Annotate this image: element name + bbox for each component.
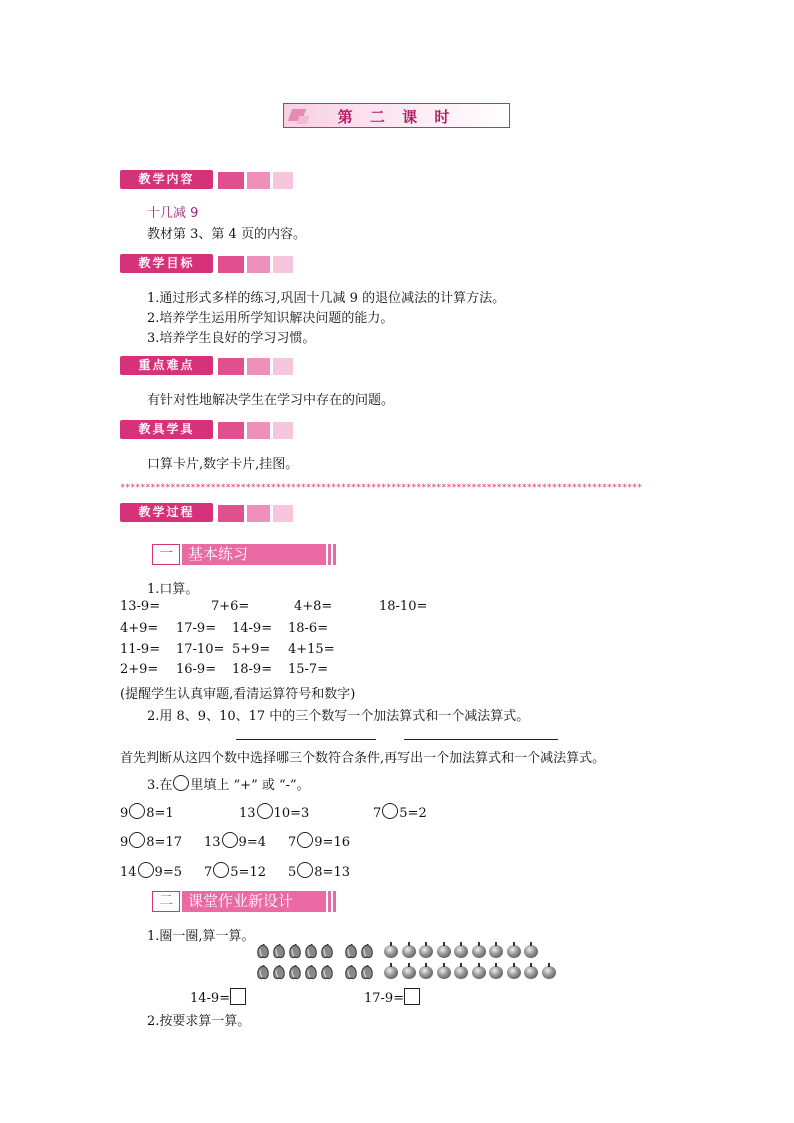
decor-square bbox=[273, 505, 293, 522]
calc-cell: 17-9= bbox=[176, 621, 217, 636]
circle-equation: 9 8=1 bbox=[120, 803, 174, 821]
decor-stripe bbox=[328, 544, 331, 565]
pepper-icon bbox=[304, 944, 317, 958]
answer-box[interactable] bbox=[230, 988, 246, 1005]
decor-square bbox=[247, 172, 270, 189]
decor-square bbox=[273, 358, 293, 375]
apple-icon bbox=[402, 945, 416, 958]
apple-icon bbox=[419, 966, 433, 979]
decor-square bbox=[218, 505, 244, 522]
subheader-classwork bbox=[152, 891, 334, 912]
decor-square bbox=[247, 422, 270, 439]
pepper-icon bbox=[320, 944, 333, 958]
classwork-question-1: 1.圈一圈,算一算。 bbox=[147, 929, 255, 944]
circle-equation: 5 8=13 bbox=[288, 862, 350, 880]
apple-icon bbox=[419, 945, 433, 958]
pepper-icon bbox=[272, 944, 285, 958]
circle-equation: 7 9=16 bbox=[288, 832, 350, 850]
apple-icon bbox=[437, 966, 451, 979]
circle-equation: 7 5=2 bbox=[373, 803, 427, 821]
content-topic: 十几减 9 bbox=[147, 206, 199, 221]
question-1: 1.口算。 bbox=[147, 582, 199, 597]
calc-cell: 4+8= bbox=[294, 599, 333, 614]
calc-cell: 5+9= bbox=[232, 642, 271, 657]
keypoint-line: 有针对性地解决学生在学习中存在的问题。 bbox=[147, 393, 395, 408]
goal-line: 2.培养学生运用所学知识解决问题的能力。 bbox=[147, 311, 394, 326]
apple-icon bbox=[524, 945, 538, 958]
equation-14-9: 14-9= bbox=[190, 988, 246, 1006]
fruit-row-top bbox=[256, 944, 556, 960]
pepper-icon bbox=[304, 965, 317, 979]
circle-equation: 7 5=12 bbox=[204, 862, 266, 880]
decor-stripe bbox=[328, 891, 331, 912]
decor-square bbox=[218, 172, 244, 189]
pepper-icon bbox=[288, 944, 301, 958]
pepper-icon bbox=[360, 944, 373, 958]
calc-cell: 14-9= bbox=[232, 621, 273, 636]
apple-icon bbox=[384, 966, 398, 979]
part-number: 一 bbox=[152, 544, 180, 565]
pepper-icon bbox=[256, 965, 269, 979]
pepper-icon bbox=[256, 944, 269, 958]
operator-circle[interactable] bbox=[257, 803, 273, 819]
calc-cell: 18-9= bbox=[232, 662, 273, 677]
equation-17-9: 17-9= bbox=[364, 988, 420, 1006]
operator-circle[interactable] bbox=[222, 832, 238, 848]
operator-circle[interactable] bbox=[297, 832, 313, 848]
circle-placeholder-icon bbox=[173, 775, 189, 791]
operator-circle[interactable] bbox=[382, 803, 398, 819]
part-title: 基本练习 bbox=[182, 544, 326, 565]
fruit-row-bottom bbox=[256, 965, 566, 981]
question-3 bbox=[147, 774, 310, 793]
apple-icon bbox=[524, 966, 538, 979]
apple-icon bbox=[402, 966, 416, 979]
circle-equation: 13 10=3 bbox=[239, 803, 309, 821]
decor-stripe bbox=[333, 544, 336, 565]
calc-cell: 15-7= bbox=[288, 662, 329, 677]
operator-circle[interactable] bbox=[213, 862, 229, 878]
decor-square bbox=[247, 256, 270, 273]
circle-equation: 13 9=4 bbox=[204, 832, 266, 850]
section-label: 教具学具 bbox=[120, 420, 213, 439]
apple-icon bbox=[437, 945, 451, 958]
apple-icon bbox=[542, 966, 556, 979]
decor-square bbox=[218, 422, 244, 439]
calc-cell: 4+15= bbox=[288, 642, 335, 657]
decor-square bbox=[273, 172, 293, 189]
decor-square bbox=[273, 256, 293, 273]
section-label: 教学过程 bbox=[120, 503, 213, 522]
star-divider: ******************************************************************************************************** bbox=[120, 483, 642, 493]
apple-icon bbox=[454, 966, 468, 979]
operator-circle[interactable] bbox=[129, 832, 145, 848]
apple-icon bbox=[507, 945, 521, 958]
apple-icon bbox=[472, 966, 486, 979]
goal-line: 3.培养学生良好的学习习惯。 bbox=[147, 331, 316, 346]
lesson-title-banner bbox=[283, 103, 510, 128]
calc-cell: 13-9= bbox=[120, 599, 161, 614]
pepper-icon bbox=[288, 965, 301, 979]
section-label: 重点难点 bbox=[120, 356, 213, 375]
teacher-note: (提醒学生认真审题,看清运算符号和数字) bbox=[120, 687, 356, 702]
pepper-icon bbox=[344, 944, 357, 958]
pepper-icon bbox=[344, 965, 357, 979]
goal-line: 1.通过形式多样的练习,巩固十几减 9 的退位减法的计算方法。 bbox=[147, 291, 506, 306]
question-2-hint: 首先判断从这四个数中选择哪三个数符合条件,再写出一个加法算式和一个减法算式。 bbox=[120, 751, 606, 766]
pepper-icon bbox=[360, 965, 373, 979]
answer-box[interactable] bbox=[404, 988, 420, 1005]
operator-circle[interactable] bbox=[129, 803, 145, 819]
pepper-icon bbox=[272, 965, 285, 979]
calc-cell: 18-6= bbox=[288, 621, 329, 636]
operator-circle[interactable] bbox=[138, 862, 154, 878]
apple-icon bbox=[507, 966, 521, 979]
lesson-title: 第 二 课 时 bbox=[337, 108, 456, 126]
tools-line: 口算卡片,数字卡片,挂图。 bbox=[147, 457, 299, 472]
calc-cell: 4+9= bbox=[120, 621, 159, 636]
calc-cell: 7+6= bbox=[211, 599, 250, 614]
subheader-basic-practice bbox=[152, 544, 334, 565]
decor-square bbox=[218, 358, 244, 375]
apple-icon bbox=[489, 966, 503, 979]
calc-cell: 17-10= bbox=[176, 642, 225, 657]
question-2: 2.用 8、9、10、17 中的三个数写一个加法算式和一个减法算式。 bbox=[147, 709, 530, 724]
question-3-suffix: 里填上 “+” 或 “-”。 bbox=[190, 778, 310, 793]
circle-equation: 9 8=17 bbox=[120, 832, 182, 850]
decor-stripe bbox=[333, 891, 336, 912]
question-3-prefix: 3.在 bbox=[147, 778, 173, 793]
section-label: 教学内容 bbox=[120, 170, 213, 189]
pepper-icon bbox=[320, 965, 333, 979]
part-number: 二 bbox=[152, 891, 180, 912]
apple-icon bbox=[472, 945, 486, 958]
answer-blank[interactable] bbox=[236, 739, 376, 740]
apple-icon bbox=[454, 945, 468, 958]
decor-square bbox=[218, 256, 244, 273]
decor-square bbox=[273, 422, 293, 439]
calc-cell: 11-9= bbox=[120, 642, 161, 657]
calc-cell: 2+9= bbox=[120, 662, 159, 677]
operator-circle[interactable] bbox=[297, 862, 313, 878]
classwork-question-2: 2.按要求算一算。 bbox=[147, 1014, 251, 1029]
decor-square bbox=[247, 505, 270, 522]
answer-blank[interactable] bbox=[404, 739, 558, 740]
content-line: 教材第 3、第 4 页的内容。 bbox=[147, 227, 306, 242]
apple-icon bbox=[489, 945, 503, 958]
calc-cell: 18-10= bbox=[379, 599, 428, 614]
circle-equation: 14 9=5 bbox=[120, 862, 182, 880]
decor-square bbox=[247, 358, 270, 375]
part-title: 课堂作业新设计 bbox=[182, 891, 326, 912]
apple-icon bbox=[384, 945, 398, 958]
calc-cell: 16-9= bbox=[176, 662, 217, 677]
section-label: 教学目标 bbox=[120, 254, 213, 273]
